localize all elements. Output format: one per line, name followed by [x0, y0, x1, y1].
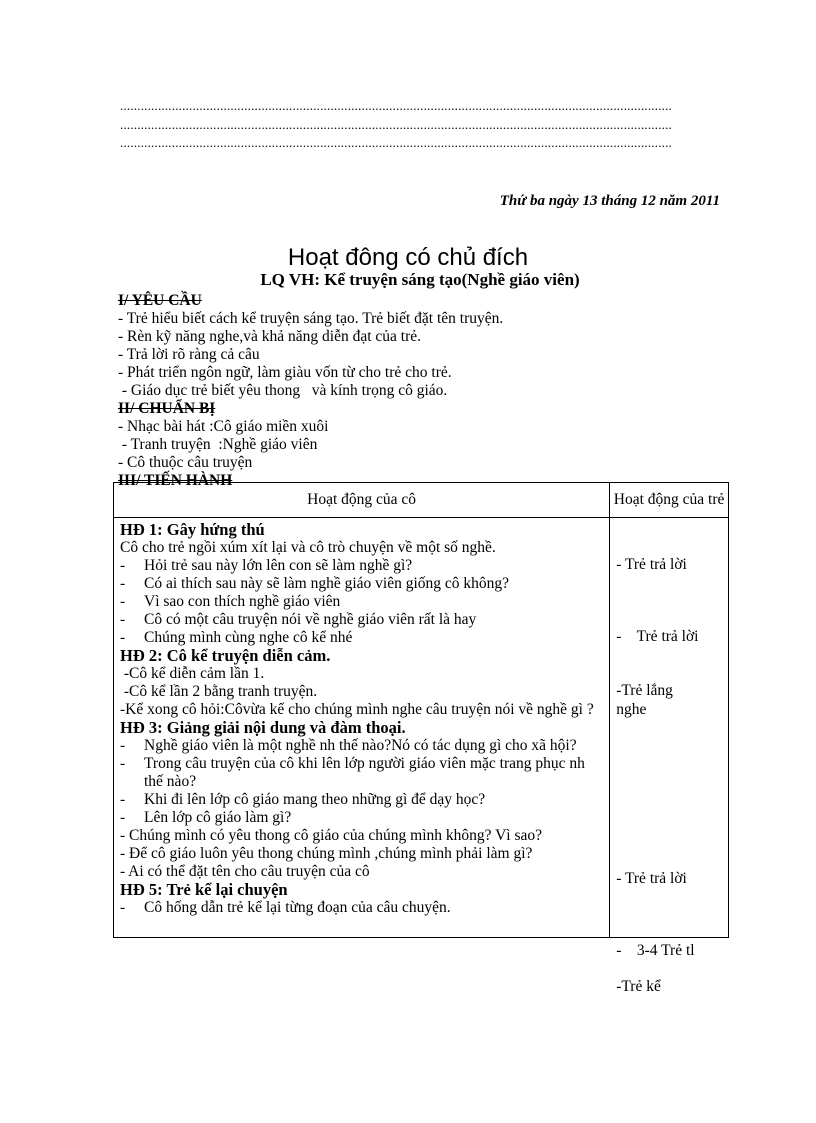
- requirement-item: - Phát triển ngôn ngữ, làm giàu vốn từ cho trẻ cho trẻ.: [118, 364, 452, 381]
- page-subtitle: LQ VH: Kể truyện sáng tạo(Nghề giáo viên): [260, 270, 580, 289]
- activity-line: - Để cô giáo luôn yêu thong chúng mình ,chúng mình phải làm gì?: [120, 845, 533, 862]
- activity-line: -Kể xong cô hỏi:Côvừa kể cho chúng mình nghe câu truyện nói về nghề gì ?: [120, 701, 594, 718]
- activity-line: - Nghề giáo viên là một nghề nh thế nào?Nó có tác dụng gì cho xã hội?: [120, 737, 577, 754]
- dotted-line-3: ................................................................................................................................................................: [120, 135, 672, 150]
- activity-line: - Ai có thể đặt tên cho câu truyện của cô: [120, 863, 370, 880]
- activity-line: - Có ai thích sau này sẽ làm nghề giáo viên giống cô không?: [120, 575, 510, 592]
- section-requirements: [118, 292, 598, 400]
- child-response: - Trẻ trả lời: [616, 628, 699, 645]
- preparation-item: - Nhạc bài hát :Cô giáo miền xuôi: [118, 418, 329, 435]
- activity-line: - Cô hống dẫn trẻ kể lại từng đoạn của câu chuyện.: [120, 899, 451, 916]
- activity-line: - Chúng mình có yêu thong cô giáo của chúng mình không? Vì sao?: [120, 827, 543, 844]
- activity-line: -Cô kể diễn cảm lần 1.: [120, 665, 265, 682]
- requirement-item: - Rèn kỹ năng nghe,và khả năng diễn đạt của trẻ.: [118, 328, 422, 345]
- spacer: [120, 917, 603, 931]
- requirement-item: - Giáo dục trẻ biết yêu thong và kính trọng cô giáo.: [118, 382, 448, 399]
- page-title: Hoạt đông có chủ đích: [287, 244, 529, 271]
- preparation-item: - Tranh truyện :Nghề giáo viên: [118, 436, 318, 453]
- requirement-item: - Trả lời rõ ràng cả câu: [118, 346, 260, 363]
- teacher-activities-cell: [114, 518, 610, 938]
- activity-line: - Chúng mình cùng nghe cô kể nhé: [120, 629, 353, 646]
- child-response: - Trẻ trả lời: [616, 556, 687, 573]
- child-response: -Trẻ lắng: [616, 682, 673, 699]
- activity-line: - Cô có một câu truyện nói về nghề giáo viên rất là hay: [120, 611, 477, 628]
- activity-heading-hd5: HĐ 5: Trẻ kể lại chuyện: [120, 880, 288, 899]
- child-response: - 3-4 Trẻ tl: [616, 942, 695, 959]
- child-response: -Trẻ kể: [616, 978, 661, 995]
- activity-heading-hd1: HĐ 1: Gây hứng thú: [120, 520, 265, 539]
- dotted-line-1: ................................................................................................................................................................: [120, 98, 672, 113]
- activity-line: - Khi đi lên lớp cô giáo mang theo những gì để dạy học?: [120, 791, 486, 808]
- activity-heading-hd2: HĐ 2: Cô kể truyện diễn cảm.: [120, 646, 331, 665]
- activity-line: - Trong câu truyện của cô khi lên lớp người giáo viên mặc trang phục nh thế nào?: [120, 755, 585, 790]
- child-response: - Trẻ trả lời: [616, 870, 687, 887]
- section-heading-procedure: III/ TIẾN HÀNH: [118, 472, 233, 489]
- activity-line: -Cô kể lần 2 bằng tranh truyện.: [120, 683, 318, 700]
- date-line: Thứ ba ngày 13 tháng 12 năm 2011: [499, 193, 720, 209]
- preparation-item: - Cô thuộc câu truyện: [118, 454, 253, 471]
- activity-line: Cô cho trẻ ngồi xúm xít lại và cô trò chuyện về một số nghề.: [120, 539, 496, 556]
- section-heading-preparation: II/ CHUẨN BỊ: [118, 400, 216, 417]
- column-header-children: Hoạt động của trẻ: [610, 483, 729, 518]
- child-response: nghe: [616, 701, 647, 718]
- section-preparation: [118, 400, 598, 490]
- activity-line: - Hỏi trẻ sau này lớn lên con sẽ làm nghề gì?: [120, 557, 413, 574]
- dotted-line-2: ................................................................................................................................................................: [120, 117, 672, 132]
- column-header-teacher: Hoạt động của cô: [114, 483, 610, 518]
- children-activities-cell: [610, 518, 729, 995]
- activity-heading-hd3: HĐ 3: Giảng giải nội dung và đàm thoại.: [120, 718, 406, 737]
- requirement-item: - Trẻ hiểu biết cách kể truyện sáng tạo. Trẻ biết đặt tên truyện.: [118, 310, 504, 327]
- activity-line: - Vì sao con thích nghề giáo viên: [120, 593, 341, 610]
- activity-table: [113, 482, 729, 995]
- activity-line: - Lên lớp cô giáo làm gì?: [120, 809, 292, 826]
- section-heading-requirements: I/ YÊU CẦU: [118, 292, 202, 309]
